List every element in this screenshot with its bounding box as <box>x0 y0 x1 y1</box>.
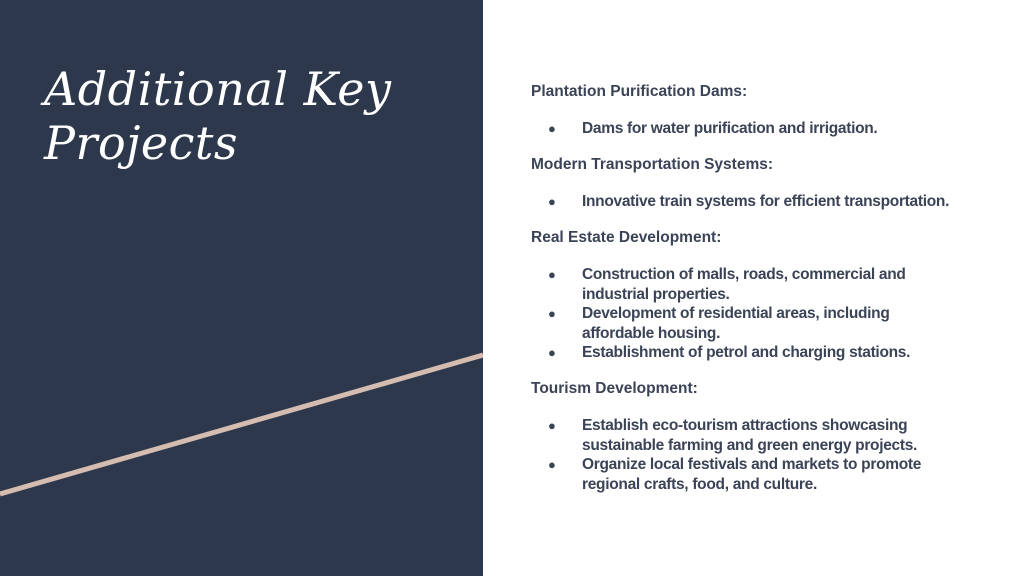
bullet-text: Construction of malls, roads, commercial and industrial properties. <box>582 266 906 303</box>
section-heading: Modern Transportation Systems: <box>531 156 774 173</box>
list-item <box>531 192 1001 212</box>
bullet-text: Innovative train systems for efficient transportation. <box>582 193 950 210</box>
slide-title: Additional Key Projects <box>44 62 392 170</box>
list-item <box>531 343 931 363</box>
bullet-list <box>531 416 951 494</box>
bullet-icon: ● <box>548 121 556 136</box>
bullet-text: Establishment of petrol and charging stations. <box>582 344 911 361</box>
bullet-text: Organize local festivals and markets to promote regional crafts, food, and culture. <box>582 456 922 493</box>
section-plantation <box>531 82 1001 139</box>
list-item <box>531 119 1001 139</box>
bullet-text: Development of residential areas, including affordable housing. <box>582 305 890 342</box>
bullet-list <box>531 119 1001 139</box>
bullet-list <box>531 265 931 363</box>
list-item <box>531 265 931 304</box>
bullet-icon: ● <box>548 345 556 360</box>
list-item <box>531 304 931 343</box>
bullet-icon: ● <box>548 267 556 282</box>
list-item <box>531 416 951 455</box>
title-panel <box>0 0 483 576</box>
bullet-icon: ● <box>548 418 556 433</box>
section-heading: Tourism Development: <box>531 380 698 397</box>
bullet-text: Establish eco-tourism attractions showcasing sustainable farming and green energy projects. <box>582 417 918 454</box>
bullet-icon: ● <box>548 194 556 209</box>
section-heading: Plantation Purification Dams: <box>531 83 748 100</box>
bullet-list <box>531 192 1001 212</box>
section-heading: Real Estate Development: <box>531 229 722 246</box>
section-transportation <box>531 155 1001 212</box>
bullet-icon: ● <box>548 306 556 321</box>
list-item <box>531 455 951 494</box>
bullet-icon: ● <box>548 457 556 472</box>
section-real-estate <box>531 228 931 363</box>
bullet-text: Dams for water purification and irrigation. <box>582 120 878 137</box>
section-tourism <box>531 379 951 494</box>
